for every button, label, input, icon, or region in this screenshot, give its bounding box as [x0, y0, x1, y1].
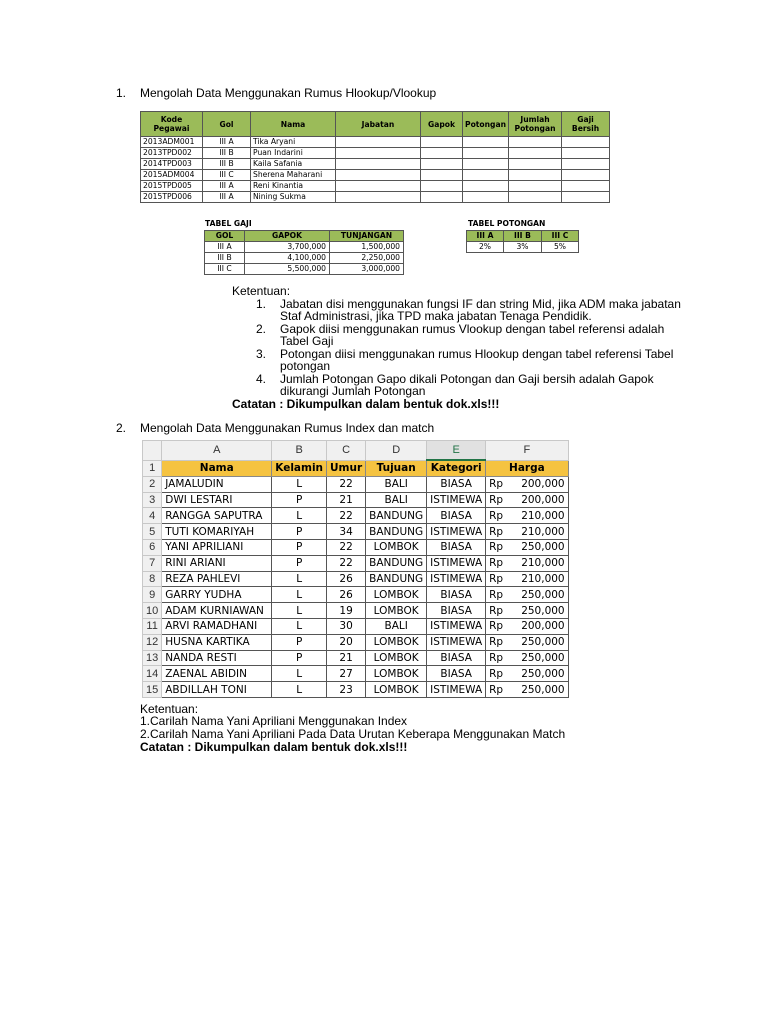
row-number[interactable]: 6 — [143, 539, 162, 555]
cell-umur[interactable]: 22 — [327, 508, 366, 524]
column-header-b[interactable]: B — [272, 441, 327, 461]
table-row — [143, 587, 569, 603]
header-tunjangan: TUNJANGAN — [330, 231, 404, 242]
catatan-1: Catatan : Dikumpulkan dalam bentuk dok.xls!!! — [232, 397, 500, 411]
cell-kategori[interactable]: ISTIMEWA — [427, 492, 486, 508]
cell-kategori[interactable]: BIASA — [427, 603, 486, 619]
cell-kelamin[interactable]: L — [272, 587, 327, 603]
cell-nama: Puan Indarini — [251, 148, 336, 159]
cell-umur[interactable]: 26 — [327, 587, 366, 603]
ketentuan-text: dikurangi Jumlah Potongan — [280, 384, 426, 398]
cell-potongan: 3% — [504, 242, 542, 253]
cell-harga[interactable]: 210,000 — [506, 508, 568, 524]
cell-empty — [421, 192, 463, 203]
cell-kategori[interactable]: ISTIMEWA — [427, 555, 486, 571]
cell-umur[interactable]: 21 — [327, 492, 366, 508]
table-row — [143, 508, 569, 524]
cell-currency[interactable]: Rp — [486, 476, 506, 492]
cell-kategori[interactable]: BIASA — [427, 650, 486, 666]
cell-nama[interactable]: REZA PAHLEVI — [162, 571, 272, 587]
cell-kelamin[interactable]: P — [272, 539, 327, 555]
tabel-potongan — [466, 230, 579, 253]
row-number[interactable]: 3 — [143, 492, 162, 508]
cell-gol: III A — [203, 181, 251, 192]
cell-kode: 2013TPD002 — [141, 148, 203, 159]
cell-empty — [336, 192, 421, 203]
cell-kelamin[interactable]: L — [272, 666, 327, 682]
ketentuan-text: Staf Administrasi, jika TPD maka jabatan Tenaga Pendidik. — [280, 309, 592, 323]
cell-kelamin[interactable]: P — [272, 650, 327, 666]
row-number[interactable]: 4 — [143, 508, 162, 524]
cell-kode: 2015TPD006 — [141, 192, 203, 203]
column-header-c[interactable]: C — [327, 441, 366, 461]
cell-umur[interactable]: 19 — [327, 603, 366, 619]
sheet-header-row — [143, 460, 569, 476]
cell-empty — [509, 137, 562, 148]
header-iiic: III C — [542, 231, 579, 242]
table-row — [143, 476, 569, 492]
cell-tunjangan: 1,500,000 — [330, 242, 404, 253]
ketentuan-text: Tabel Gaji — [280, 334, 334, 348]
header-gapok: Gapok — [421, 112, 463, 137]
table-row — [143, 603, 569, 619]
cell-harga[interactable]: 200,000 — [506, 492, 568, 508]
cell-umur[interactable]: 20 — [327, 634, 366, 650]
cell-kelamin[interactable]: L — [272, 508, 327, 524]
cell-harga[interactable]: 200,000 — [506, 476, 568, 492]
cell-tujuan[interactable]: LOMBOK — [366, 539, 427, 555]
cell-kategori[interactable]: BIASA — [427, 476, 486, 492]
cell-kelamin[interactable]: P — [272, 634, 327, 650]
ketentuan-num: 3. — [256, 347, 267, 361]
column-header-row — [143, 441, 569, 461]
table-row — [143, 682, 569, 698]
cell-potongan: 2% — [467, 242, 504, 253]
cell-empty — [562, 181, 610, 192]
cell-empty — [509, 159, 562, 170]
cell-kategori[interactable]: BIASA — [427, 508, 486, 524]
cell-currency[interactable]: Rp — [486, 539, 506, 555]
cell-umur[interactable]: 26 — [327, 571, 366, 587]
cell-nama: Reni Kinantia — [251, 181, 336, 192]
section2-number: 2. — [116, 421, 127, 435]
cell-empty — [463, 159, 509, 170]
cell-harga[interactable]: 210,000 — [506, 555, 568, 571]
row-number[interactable]: 2 — [143, 476, 162, 492]
header-gaji-bersih: Gaji Bersih — [562, 112, 610, 137]
cell-empty — [336, 148, 421, 159]
cell-tujuan[interactable]: LOMBOK — [366, 650, 427, 666]
cell-nama[interactable]: ZAENAL ABIDIN — [162, 666, 272, 682]
header-iiib: III B — [504, 231, 542, 242]
catatan-2: Catatan : Dikumpulkan dalam bentuk dok.xls!!! — [140, 740, 408, 754]
ketentuan-label: Ketentuan: — [232, 284, 291, 298]
cell-currency[interactable]: Rp — [486, 666, 506, 682]
cell-kelamin[interactable]: P — [272, 524, 327, 540]
cell-harga[interactable]: 250,000 — [506, 650, 568, 666]
table-row — [143, 524, 569, 540]
header-potongan: Potongan — [463, 112, 509, 137]
column-header-a[interactable]: A — [162, 441, 272, 461]
cell-kategori[interactable]: BIASA — [427, 587, 486, 603]
cell-tujuan[interactable]: LOMBOK — [366, 682, 427, 698]
tabel-potongan-caption: TABEL POTONGAN — [468, 219, 546, 228]
cell-harga[interactable]: 250,000 — [506, 666, 568, 682]
section1-number: 1. — [116, 86, 127, 100]
table-row — [143, 539, 569, 555]
select-all-corner[interactable] — [143, 441, 162, 461]
row-number[interactable]: 5 — [143, 524, 162, 540]
table-row — [141, 192, 610, 203]
cell-gol: III A — [205, 242, 245, 253]
cell-tujuan[interactable]: BANDUNG — [366, 508, 427, 524]
spreadsheet-table — [142, 440, 569, 698]
row-number[interactable]: 9 — [143, 587, 162, 603]
cell-empty — [336, 181, 421, 192]
table-row — [143, 618, 569, 634]
cell-harga[interactable]: 250,000 — [506, 682, 568, 698]
cell-kategori[interactable]: ISTIMEWA — [427, 618, 486, 634]
table-row — [141, 159, 610, 170]
tabel-gaji — [204, 230, 404, 275]
header-jumlah-potongan: Jumlah Potongan — [509, 112, 562, 137]
cell-empty — [509, 192, 562, 203]
cell-nama[interactable]: TUTI KOMARIYAH — [162, 524, 272, 540]
cell-kelamin[interactable]: L — [272, 603, 327, 619]
cell-umur[interactable]: 27 — [327, 666, 366, 682]
row-number[interactable]: 10 — [143, 603, 162, 619]
cell-tujuan[interactable]: BANDUNG — [366, 524, 427, 540]
cell-currency[interactable]: Rp — [486, 571, 506, 587]
cell-kode: 2014TPD003 — [141, 159, 203, 170]
cell-kategori[interactable]: ISTIMEWA — [427, 524, 486, 540]
cell-kelamin[interactable]: P — [272, 492, 327, 508]
row-number[interactable]: 14 — [143, 666, 162, 682]
cell-gol: III C — [203, 170, 251, 181]
cell-gapok: 3,700,000 — [245, 242, 330, 253]
table-row — [141, 170, 610, 181]
header-harga[interactable]: Harga — [486, 460, 568, 476]
header-umur[interactable]: Umur — [327, 460, 366, 476]
cell-tujuan[interactable]: LOMBOK — [366, 666, 427, 682]
ketentuan-num: 1. — [256, 297, 267, 311]
cell-tujuan[interactable]: LOMBOK — [366, 603, 427, 619]
cell-empty — [463, 192, 509, 203]
table-row — [141, 148, 610, 159]
cell-harga[interactable]: 200,000 — [506, 618, 568, 634]
cell-kelamin[interactable]: L — [272, 476, 327, 492]
cell-currency[interactable]: Rp — [486, 634, 506, 650]
cell-empty — [421, 159, 463, 170]
header-nama: Nama — [251, 112, 336, 137]
cell-gapok: 5,500,000 — [245, 264, 330, 275]
cell-currency[interactable]: Rp — [486, 618, 506, 634]
cell-nama: Nining Sukma — [251, 192, 336, 203]
ketentuan-num: 2. — [256, 322, 267, 336]
cell-kategori[interactable]: BIASA — [427, 666, 486, 682]
table-row — [143, 571, 569, 587]
row-number[interactable]: 8 — [143, 571, 162, 587]
cell-kode: 2013ADM001 — [141, 137, 203, 148]
cell-gapok: 4,100,000 — [245, 253, 330, 264]
cell-empty — [562, 192, 610, 203]
cell-empty — [421, 170, 463, 181]
cell-empty — [421, 181, 463, 192]
cell-kelamin[interactable]: P — [272, 555, 327, 571]
cell-gol: III C — [205, 264, 245, 275]
header-gol: GOL — [205, 231, 245, 242]
cell-currency[interactable]: Rp — [486, 682, 506, 698]
cell-nama[interactable]: RINI ARIANI — [162, 555, 272, 571]
cell-harga[interactable]: 250,000 — [506, 539, 568, 555]
cell-currency[interactable]: Rp — [486, 492, 506, 508]
table-row — [467, 242, 579, 253]
cell-gol: III B — [203, 148, 251, 159]
cell-gol: III A — [203, 137, 251, 148]
cell-currency[interactable]: Rp — [486, 508, 506, 524]
header-iiia: III A — [467, 231, 504, 242]
cell-empty — [421, 148, 463, 159]
ketentuan2-item: 2.Carilah Nama Yani Apriliani Pada Data Urutan Keberapa Menggunakan Match — [140, 727, 566, 741]
cell-empty — [463, 148, 509, 159]
column-header-e[interactable]: E — [427, 441, 486, 461]
cell-currency[interactable]: Rp — [486, 587, 506, 603]
cell-nama[interactable]: JAMALUDIN — [162, 476, 272, 492]
table-row — [205, 242, 404, 253]
table-row — [143, 492, 569, 508]
cell-kelamin[interactable]: L — [272, 682, 327, 698]
cell-tunjangan: 2,250,000 — [330, 253, 404, 264]
cell-gol: III B — [205, 253, 245, 264]
row-number[interactable]: 13 — [143, 650, 162, 666]
header-tujuan[interactable]: Tujuan — [366, 460, 427, 476]
cell-tunjangan: 3,000,000 — [330, 264, 404, 275]
table-row — [141, 137, 610, 148]
cell-nama: Tika Aryani — [251, 137, 336, 148]
header-jabatan: Jabatan — [336, 112, 421, 137]
cell-empty — [509, 148, 562, 159]
cell-kode: 2015TPD005 — [141, 181, 203, 192]
column-header-f[interactable]: F — [486, 441, 568, 461]
cell-empty — [509, 170, 562, 181]
cell-nama[interactable]: ADAM KURNIAWAN — [162, 603, 272, 619]
cell-kategori[interactable]: ISTIMEWA — [427, 682, 486, 698]
cell-empty — [463, 137, 509, 148]
table-row — [143, 650, 569, 666]
cell-nama[interactable]: GARRY YUDHA — [162, 587, 272, 603]
cell-nama: Sherena Maharani — [251, 170, 336, 181]
cell-empty — [509, 181, 562, 192]
cell-harga[interactable]: 210,000 — [506, 524, 568, 540]
cell-umur[interactable]: 23 — [327, 682, 366, 698]
cell-harga[interactable]: 210,000 — [506, 571, 568, 587]
cell-currency[interactable]: Rp — [486, 555, 506, 571]
row-number[interactable]: 12 — [143, 634, 162, 650]
cell-nama[interactable]: ABDILLAH TONI — [162, 682, 272, 698]
cell-nama: Kaila Safania — [251, 159, 336, 170]
cell-currency[interactable]: Rp — [486, 524, 506, 540]
tabel-gaji-header — [205, 231, 404, 242]
table-row — [205, 253, 404, 264]
cell-nama[interactable]: DWI LESTARI — [162, 492, 272, 508]
ketentuan-text: Jabatan disi menggunakan fungsi IF dan string Mid, jika ADM maka jabatan — [280, 297, 681, 311]
cell-umur[interactable]: 22 — [327, 555, 366, 571]
cell-empty — [463, 170, 509, 181]
row-number[interactable]: 11 — [143, 618, 162, 634]
cell-nama[interactable]: NANDA RESTI — [162, 650, 272, 666]
cell-kelamin[interactable]: L — [272, 618, 327, 634]
header-kelamin[interactable]: Kelamin — [272, 460, 327, 476]
cell-gol: III A — [203, 192, 251, 203]
cell-kategori[interactable]: ISTIMEWA — [427, 571, 486, 587]
cell-tujuan[interactable]: BANDUNG — [366, 555, 427, 571]
cell-umur[interactable]: 34 — [327, 524, 366, 540]
cell-tujuan[interactable]: LOMBOK — [366, 634, 427, 650]
header-kategori[interactable]: Kategori — [427, 460, 486, 476]
row-number[interactable]: 15 — [143, 682, 162, 698]
header-gol: Gol — [203, 112, 251, 137]
cell-potongan: 5% — [542, 242, 579, 253]
pegawai-table — [140, 111, 610, 203]
table-row — [143, 666, 569, 682]
table-row — [143, 634, 569, 650]
row-number[interactable]: 1 — [143, 460, 162, 476]
cell-gol: III B — [203, 159, 251, 170]
header-gapok: GAPOK — [245, 231, 330, 242]
table-row — [205, 264, 404, 275]
cell-kelamin[interactable]: L — [272, 571, 327, 587]
cell-empty — [463, 181, 509, 192]
cell-nama[interactable]: HUSNA KARTIKA — [162, 634, 272, 650]
cell-empty — [562, 170, 610, 181]
tabel-potongan-header — [467, 231, 579, 242]
cell-kategori[interactable]: BIASA — [427, 539, 486, 555]
cell-empty — [562, 159, 610, 170]
cell-empty — [336, 159, 421, 170]
cell-harga[interactable]: 250,000 — [506, 603, 568, 619]
cell-tujuan[interactable]: BALI — [366, 618, 427, 634]
ketentuan-num: 4. — [256, 372, 267, 386]
cell-tujuan[interactable]: BALI — [366, 476, 427, 492]
cell-umur[interactable]: 21 — [327, 650, 366, 666]
header-kode-pegawai: Kode Pegawai — [141, 112, 203, 137]
cell-tujuan[interactable]: BALI — [366, 492, 427, 508]
ketentuan-text: Jumlah Potongan Gapo dikali Potongan dan Gaji bersih adalah Gapok — [280, 372, 654, 386]
cell-currency[interactable]: Rp — [486, 603, 506, 619]
ketentuan-text: Potongan diisi menggunakan rumus Hlookup dengan tabel referensi Tabel — [280, 347, 674, 361]
table-row — [143, 555, 569, 571]
cell-harga[interactable]: 250,000 — [506, 634, 568, 650]
section1-title: Mengolah Data Menggunakan Rumus Hlookup/Vlookup — [140, 86, 437, 100]
cell-tujuan[interactable]: BANDUNG — [366, 571, 427, 587]
cell-nama[interactable]: YANI APRILIANI — [162, 539, 272, 555]
cell-empty — [562, 137, 610, 148]
header-nama[interactable]: Nama — [162, 460, 272, 476]
ketentuan2-item: 1.Carilah Nama Yani Apriliani Menggunakan Index — [140, 714, 408, 728]
column-header-d[interactable]: D — [366, 441, 427, 461]
tabel-gaji-caption: TABEL GAJI — [205, 219, 252, 228]
section2-title: Mengolah Data Menggunakan Rumus Index dan match — [140, 421, 435, 435]
cell-currency[interactable]: Rp — [486, 650, 506, 666]
pegawai-table-header — [141, 112, 610, 137]
ketentuan-text: potongan — [280, 359, 331, 373]
cell-empty — [421, 137, 463, 148]
ketentuan2-label: Ketentuan: — [140, 702, 199, 716]
cell-umur[interactable]: 30 — [327, 618, 366, 634]
cell-kode: 2015ADM004 — [141, 170, 203, 181]
cell-umur[interactable]: 22 — [327, 476, 366, 492]
table-row — [141, 181, 610, 192]
cell-tujuan[interactable]: LOMBOK — [366, 587, 427, 603]
cell-umur[interactable]: 22 — [327, 539, 366, 555]
cell-kategori[interactable]: ISTIMEWA — [427, 634, 486, 650]
cell-nama[interactable]: RANGGA SAPUTRA — [162, 508, 272, 524]
cell-empty — [336, 170, 421, 181]
ketentuan-text: Gapok diisi menggunakan rumus Vlookup dengan tabel referensi adalah — [280, 322, 665, 336]
row-number[interactable]: 7 — [143, 555, 162, 571]
cell-nama[interactable]: ARVI RAMADHANI — [162, 618, 272, 634]
cell-empty — [336, 137, 421, 148]
cell-empty — [562, 148, 610, 159]
cell-harga[interactable]: 250,000 — [506, 587, 568, 603]
